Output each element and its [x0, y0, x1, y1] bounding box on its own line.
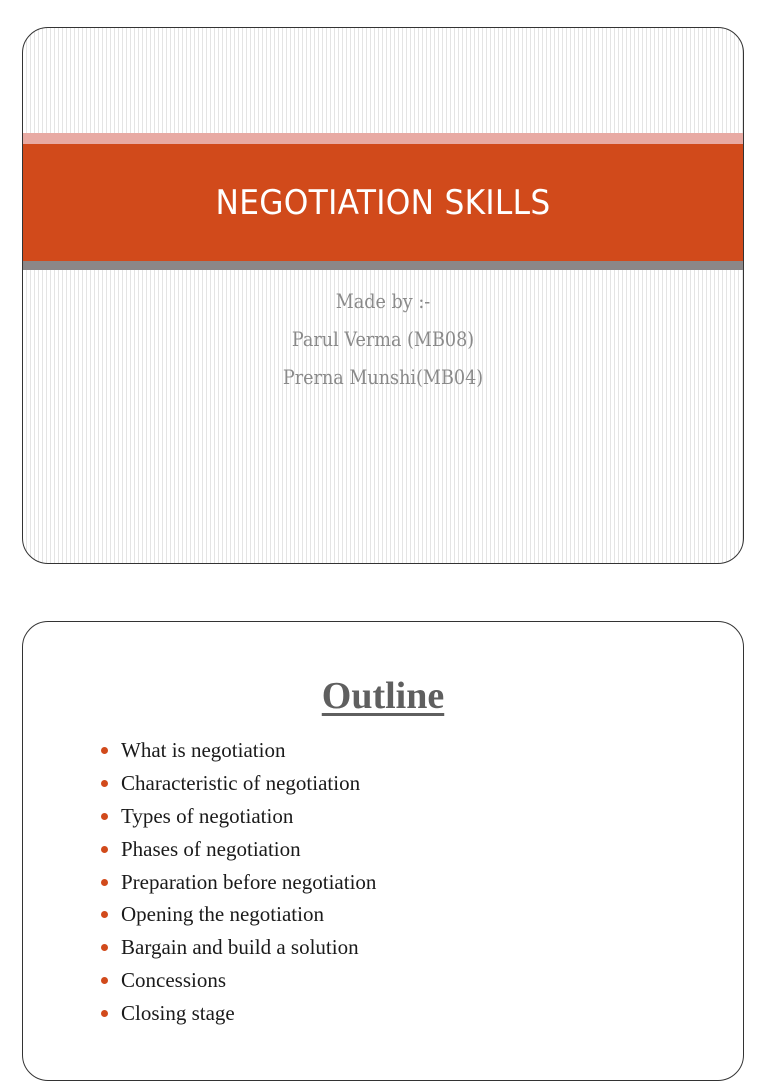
outline-item [99, 800, 376, 833]
title-slide [22, 27, 744, 564]
title-banner [23, 144, 743, 261]
subtitle-line-made-by: Made by :- [335, 289, 431, 313]
subtitle-line-author-2: Prerna Munshi(MB04) [282, 365, 484, 389]
outline-item [99, 767, 376, 800]
bullet-icon [101, 1010, 108, 1017]
outline-heading-wrap [23, 674, 743, 718]
bullet-icon [101, 747, 108, 754]
outline-list [99, 734, 376, 1030]
accent-strip-top [23, 133, 743, 144]
outline-heading: Outline [321, 675, 445, 717]
outline-item-label: Phases of negotiation [121, 836, 301, 861]
outline-item-label: Bargain and build a solution [121, 935, 359, 960]
accent-strip-bottom [23, 261, 743, 270]
bullet-icon [101, 846, 108, 853]
outline-item-label: Closing stage [121, 1001, 235, 1026]
outline-item-label: Concessions [121, 968, 226, 993]
outline-item [99, 866, 376, 899]
outline-item [99, 931, 376, 964]
bullet-icon [101, 879, 108, 886]
outline-item [99, 833, 376, 866]
subtitle-line-author-1: Parul Verma (MB08) [291, 327, 475, 351]
outline-slide [22, 621, 744, 1081]
outline-item-label: Opening the negotiation [121, 902, 324, 927]
bullet-icon [101, 977, 108, 984]
outline-item-label: Characteristic of negotiation [121, 770, 361, 795]
slide-title: NEGOTIATION SKILLS [215, 182, 551, 223]
bullet-icon [101, 911, 108, 918]
outline-item-label: What is negotiation [121, 738, 286, 762]
bullet-icon [101, 780, 108, 787]
outline-item-label: Types of negotiation [121, 803, 294, 828]
slide-subtitle [23, 282, 743, 396]
bullet-icon [101, 813, 108, 820]
outline-item [99, 964, 376, 997]
outline-item [99, 734, 376, 767]
bullet-icon [101, 944, 108, 951]
outline-item [99, 997, 376, 1030]
outline-item [99, 898, 376, 931]
outline-item-label: Preparation before negotiation [121, 869, 377, 894]
